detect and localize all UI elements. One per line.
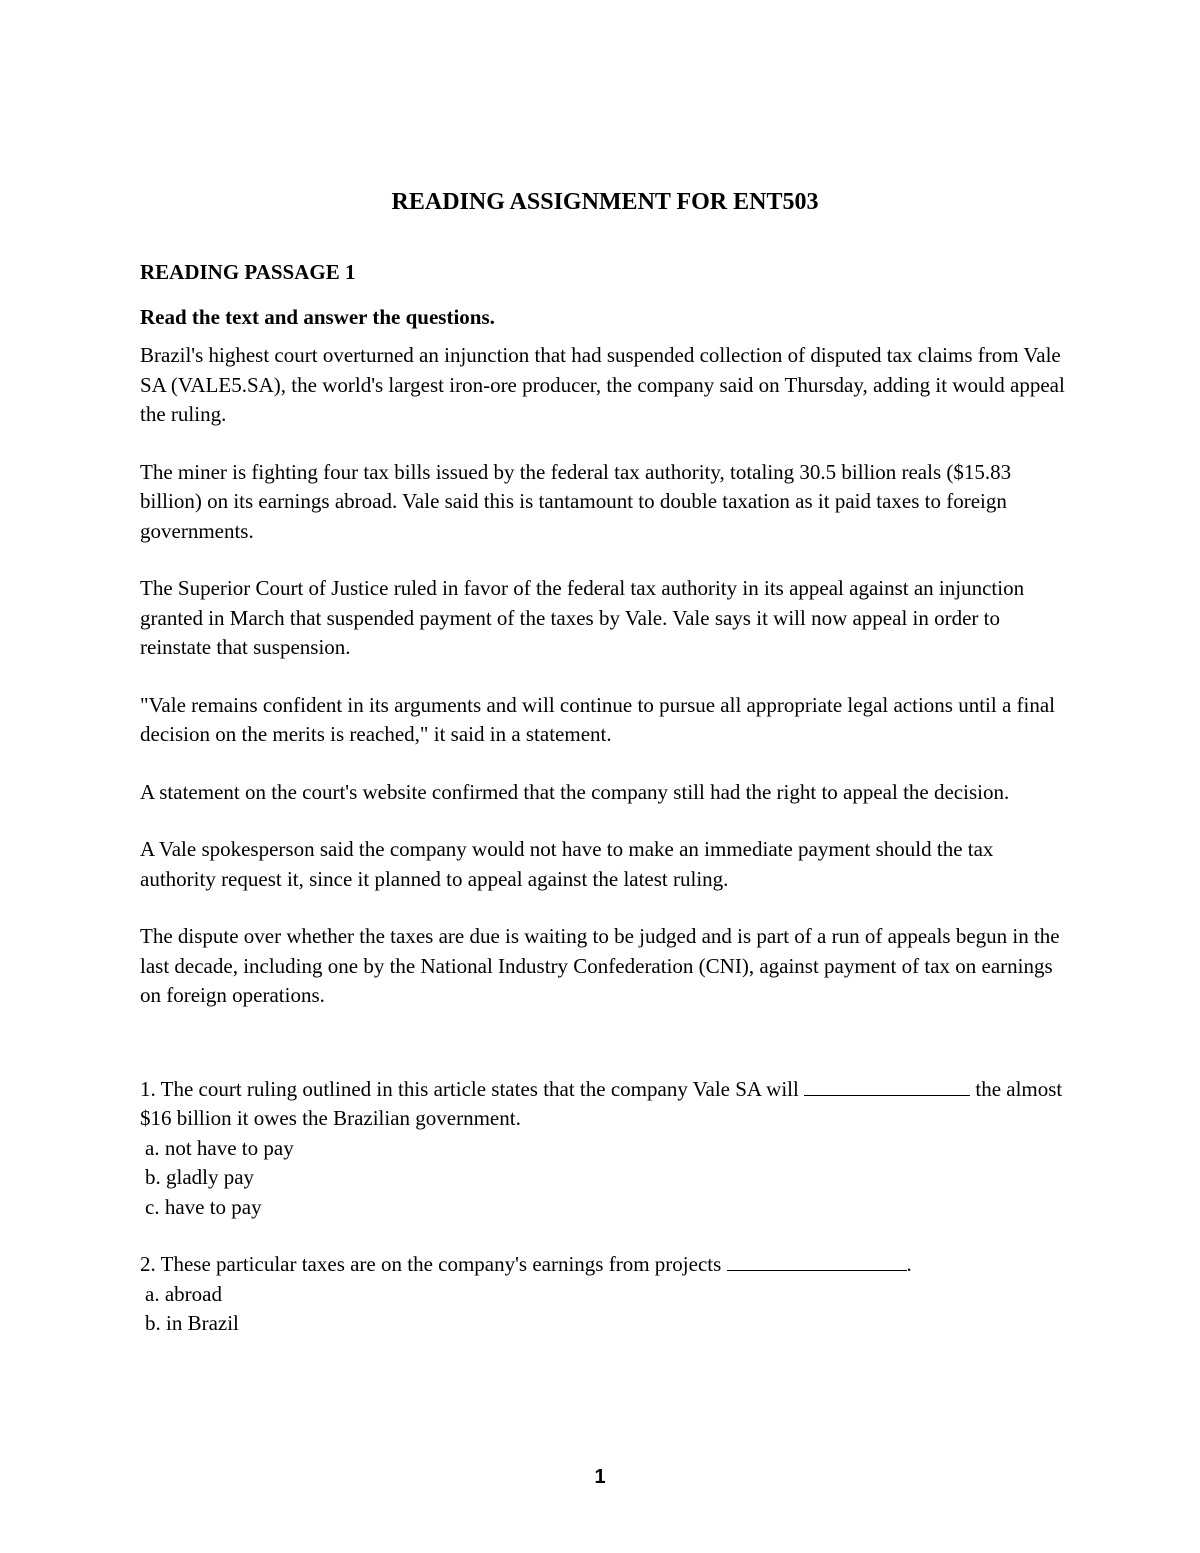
answer-option: b. in Brazil bbox=[145, 1311, 239, 1335]
questions-section bbox=[140, 1075, 1070, 1339]
passage-paragraph: Brazil's highest court overturned an injunction that had suspended collection of disputed tax claims from Vale SA (VALE5.SA), the world's largest iron-ore producer, the company said on Thursday, adding it would appeal the ruling. bbox=[140, 343, 1065, 426]
answer-option: a. not have to pay bbox=[145, 1135, 294, 1160]
answer-options bbox=[140, 1134, 1070, 1223]
question-text-after: . bbox=[906, 1252, 912, 1276]
answer-option: b. gladly pay bbox=[145, 1165, 255, 1189]
reading-passage bbox=[140, 341, 1070, 1011]
instruction-text: Read the text and answer the questions. bbox=[140, 305, 495, 329]
passage-paragraph: The dispute over whether the taxes are due is waiting to be judged and is part of a run of appeals begun in the last decade, including one by the National Industry Confederation (CNI), against payment of tax on earnings on foreign operations. bbox=[140, 924, 1060, 1007]
passage-paragraph: "Vale remains confident in its arguments and will continue to pursue all appropriate legal actions until a final decision on the merits is reached," it said in a statement. bbox=[140, 692, 1056, 746]
passage-paragraph: The Superior Court of Justice ruled in favor of the federal tax authority in its appeal against an injunction granted in March that suspended payment of the taxes by Vale. Vale says it will now appeal in order to reinstate that suspension. bbox=[140, 576, 1025, 659]
passage-heading: READING PASSAGE 1 bbox=[140, 260, 356, 284]
question-text bbox=[140, 1075, 1070, 1134]
page-content bbox=[140, 180, 1070, 1367]
answer-option: a. abroad bbox=[145, 1281, 222, 1306]
answer-option: c. have to pay bbox=[145, 1194, 262, 1219]
page-number: 1 bbox=[594, 1466, 606, 1488]
answer-blank bbox=[727, 1250, 907, 1271]
answer-options bbox=[140, 1280, 1070, 1339]
question-2 bbox=[140, 1250, 1070, 1339]
passage-paragraph: The miner is fighting four tax bills issued by the federal tax authority, totaling 30.5 billion reals ($15.83 billion) on its earnings abroad. Vale said this is tantamount to double taxation as it paid taxes to foreign governments. bbox=[140, 459, 1012, 543]
answer-blank bbox=[804, 1075, 970, 1096]
passage-paragraph: A statement on the court's website confirmed that the company still had the right to appeal the decision. bbox=[140, 779, 1010, 804]
question-text bbox=[140, 1250, 1070, 1280]
question-text-before: 2. These particular taxes are on the company's earnings from projects bbox=[140, 1252, 727, 1276]
passage-paragraph: A Vale spokesperson said the company would not have to make an immediate payment should the tax authority request it, since it planned to appeal against the latest ruling. bbox=[140, 837, 994, 891]
question-text-after: the almost $16 billion it owes the Brazilian government. bbox=[140, 1076, 1063, 1130]
question-text-before: 1. The court ruling outlined in this article states that the company Vale SA will bbox=[140, 1076, 805, 1101]
document-title: READING ASSIGNMENT FOR ENT503 bbox=[391, 189, 819, 215]
question-1 bbox=[140, 1075, 1070, 1223]
